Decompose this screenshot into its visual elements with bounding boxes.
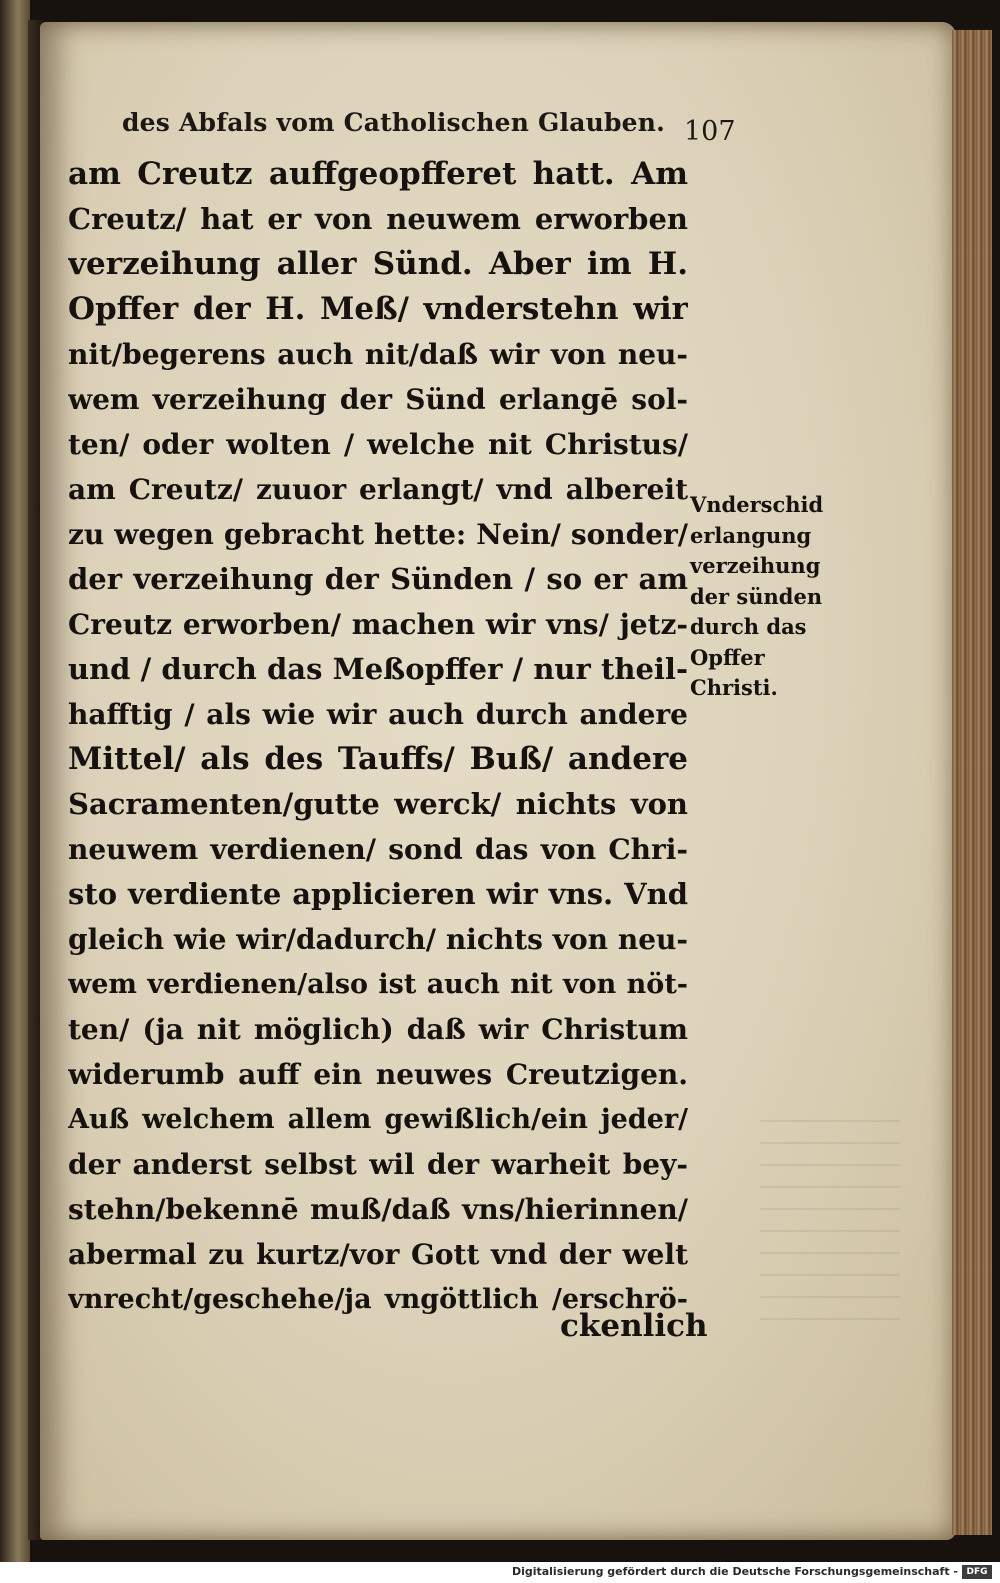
dfg-logo-icon: DFG [962,1565,992,1579]
text-line: Auß welchem allem gewißlich/ein jeder/ [68,1104,688,1135]
text-line: ten/ oder wolten / welche nit Christus/ [68,428,688,461]
marginal-line: Vnderschid [690,492,824,517]
text-line: Creutz/ hat er von neuwem erworben [68,202,688,236]
text-line: sto verdiente applicieren wir vns. Vnd [68,877,688,911]
marginal-line: verzeihung [690,553,821,578]
text-line: Sacramenten/gutte werck/ nichts von [68,787,688,821]
text-line: vnrecht/geschehe/ja vngöttlich /erschrö- [68,1284,688,1315]
funding-notice: Digitalisierung gefördert durch die Deutsche Forschungsgemeinschaft - [511,1565,958,1578]
text-line: ten/ (ja nit möglich) daß wir Christum [68,1013,688,1046]
marginal-line: der sünden [690,583,823,609]
page-number: 107 [684,116,736,147]
text-line: widerumb auff ein neuwes Creutzigen. [68,1058,688,1091]
text-line: wem verzeihung der Sünd erlangē sol- [68,383,688,416]
text-line: der verzeihung der Sünden / so er am [68,562,688,596]
text-line: der anderst selbst wil der warheit bey- [68,1148,688,1181]
text-line: wem verdienen/also ist auch nit von nöt- [68,969,688,1000]
left-page-edge [0,0,30,1562]
marginal-line: durch das [690,614,807,639]
footer-bar [0,1562,1000,1583]
marginal-line: Opffer [690,644,765,670]
text-line: zu wegen gebracht hette: Nein/ sonder/ [68,518,688,551]
text-line: am Creutz auffgeopfferet hatt. Am [68,156,688,192]
text-line: am Creutz/ zuuor erlangt/ vnd albereit [68,473,688,506]
show-through [760,1100,900,1320]
text-line: stehn/bekennē muß/daß vns/hierinnen/ [68,1193,688,1226]
running-title: des Abfals vom Catholischen Glauben. [122,108,666,137]
text-line: und / durch das Meßopffer / nur theil- [68,652,688,686]
catchword: ckenlich [560,1308,708,1344]
marginal-line: erlangung [690,522,812,548]
text-line: verzeihung aller Sünd. Aber im H. [68,246,688,282]
text-line: hafftig / als wie wir auch durch andere [68,698,688,731]
marginal-note [690,490,840,704]
text-line: nit/begerens auch nit/daß wir von neu- [68,338,688,371]
page-fore-edge [952,30,992,1535]
text-line: Creutz erworben/ machen wir vns/ jetz- [68,608,688,641]
text-line: gleich wie wir/dadurch/ nichts von neu- [68,923,688,956]
text-line: neuwem verdienen/ sond das von Chri- [68,833,688,866]
text-line: Opffer der H. Meß/ vnderstehn wir [68,291,688,327]
text-line: Mittel/ als des Tauffs/ Buß/ andere [68,741,688,777]
body-text [68,152,688,1322]
marginal-line: Christi. [690,675,778,700]
text-line: abermal zu kurtz/vor Gott vnd der welt [68,1238,688,1271]
